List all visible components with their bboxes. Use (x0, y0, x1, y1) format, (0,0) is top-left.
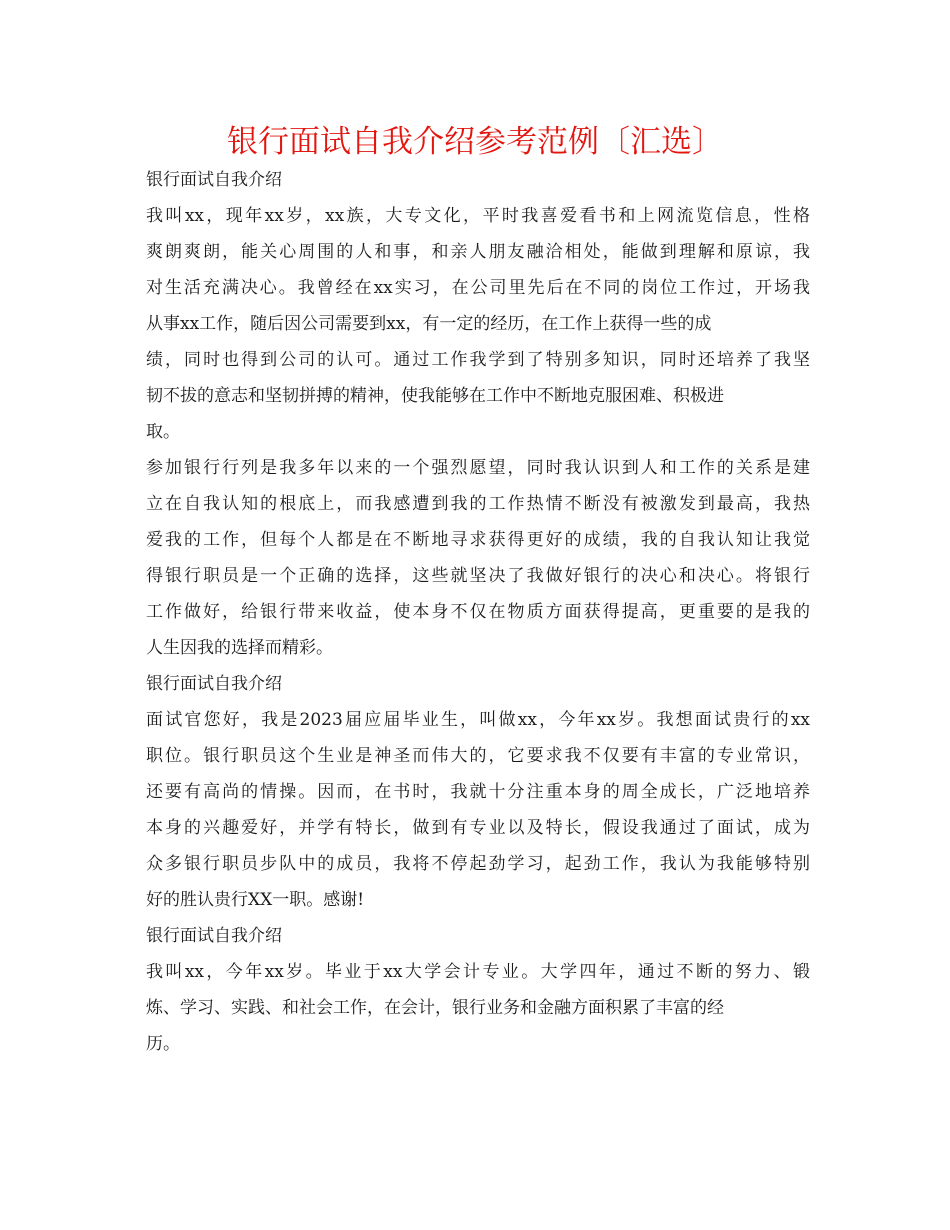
paragraph (146, 702, 810, 918)
paragraph (146, 954, 810, 1062)
text-line: 人生因我的选择而精彩。 (146, 638, 333, 658)
text-line: 得银行职员是一个正确的选择，这些就坚决了我做好银行的决心和决心。将银行 (146, 566, 810, 586)
text-line: 爽朗爽朗，能关心周围的人和事，和亲人朋友融洽相处，能做到理解和原谅，我 (146, 242, 810, 262)
text-line: 对生活充满决心。我曾经在xx实习，在公司里先后在不同的岗位工作过，开场我 (146, 278, 810, 298)
text-line: 爱我的工作，但每个人都是在不断地寻求获得更好的成绩，我的自我认知让我觉 (146, 530, 810, 550)
text-line: 我叫xx，现年xx岁，xx族，大专文化，平时我喜爱看书和上网流览信息，性格 (146, 206, 810, 226)
text-line: 职位。银行职员这个生业是神圣而伟大的，它要求我不仅要有丰富的专业常识， (146, 746, 810, 766)
section-heading: 银行面试自我介绍 (146, 926, 282, 946)
text-line: 取。 (146, 422, 180, 442)
text-line: 好的胜认贵行XX一职。感谢! (146, 890, 365, 910)
section-3 (146, 918, 810, 1062)
text-line: 立在自我认知的根底上，而我感遭到我的工作热情不断没有被激发到最高，我热 (146, 494, 810, 514)
text-line: 工作做好，给银行带来收益，使本身不仅在物质方面获得提高，更重要的是我的 (146, 602, 810, 622)
document-title: 银行面试自我介绍参考范例〔汇选〕 (227, 124, 723, 160)
text-line: 从事xx工作，随后因公司需要到xx，有一定的经历，在工作上获得一些的成 (146, 314, 712, 334)
section-2 (146, 666, 810, 918)
section-heading: 银行面试自我介绍 (146, 170, 282, 190)
text-line: 众多银行职员步队中的成员，我将不停起劲学习，起劲工作，我认为我能够特别 (146, 854, 810, 874)
section-heading: 银行面试自我介绍 (146, 674, 282, 694)
section-1 (146, 162, 810, 666)
text-line: 炼、学习、实践、和社会工作，在会计，银行业务和金融方面积累了丰富的经 (146, 998, 724, 1018)
text-line: 还要有高尚的情操。因而，在书时，我就十分注重本身的周全成长，广泛地培养 (146, 782, 810, 802)
paragraph (146, 450, 810, 666)
document-body (146, 162, 810, 1062)
text-line: 我叫xx，今年xx岁。毕业于xx大学会计专业。大学四年，通过不断的努力、锻 (146, 962, 810, 982)
paragraph (146, 198, 810, 450)
text-line: 面试官您好，我是2023届应届毕业生，叫做xx，今年xx岁。我想面试贵行的xx (146, 710, 810, 730)
text-line: 本身的兴趣爱好，并学有特长，做到有专业以及特长，假设我通过了面试，成为 (146, 818, 810, 838)
text-line: 韧不拔的意志和坚韧拼搏的精神，使我能够在工作中不断地克服困难、积极进 (146, 386, 724, 406)
text-line: 参加银行行列是我多年以来的一个强烈愿望，同时我认识到人和工作的关系是建 (146, 458, 810, 478)
text-line: 绩，同时也得到公司的认可。通过工作我学到了特别多知识，同时还培养了我坚 (146, 350, 810, 370)
text-line: 历。 (146, 1034, 180, 1054)
